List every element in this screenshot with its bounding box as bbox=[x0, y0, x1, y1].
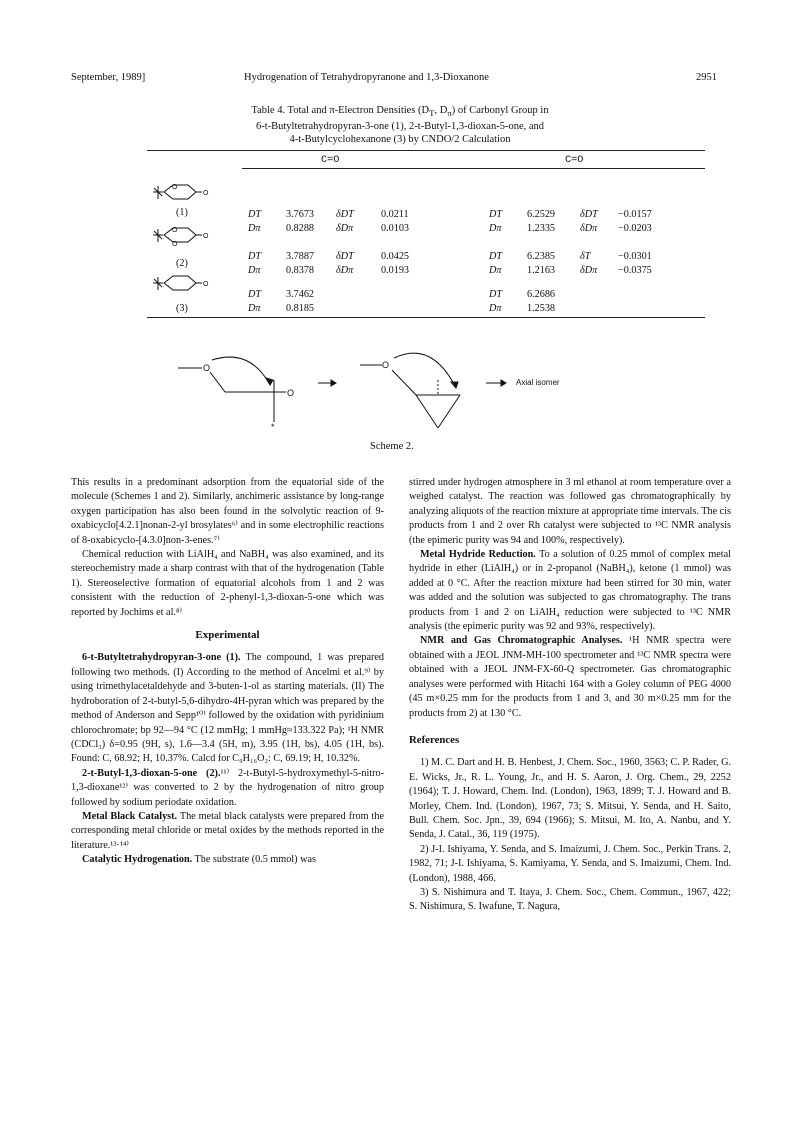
paragraph bbox=[409, 634, 731, 720]
table-cell-lab: Dπ bbox=[248, 303, 261, 314]
table-cell-dv: 0.0425 bbox=[381, 251, 410, 262]
paragraph-text: 3) S. Nishimura and T. Itaya, J. Chem. Soc., Chem. Commun., 1967, 422; S. Nishimura, S. Iwafune, T. Nagura, bbox=[409, 886, 731, 913]
paragraph-text: ¹¹⁾ 2-t-Butyl-5-hydroxymethyl-5-nitro-1,3-dioxane¹²⁾ was converted to 2 by the hydrogenation of nitro group followed by sodium periodate oxidation. bbox=[71, 767, 384, 808]
svg-text:O: O bbox=[203, 363, 211, 373]
reference-entry bbox=[409, 756, 731, 842]
paragraph bbox=[71, 767, 384, 810]
table-cell-lab2: Dπ bbox=[489, 265, 502, 276]
table-cell-dl: δDπ bbox=[336, 265, 354, 276]
table-cell-dl: δDT bbox=[336, 209, 354, 220]
paragraph-text: The metal black catalysts were prepared from the corresponding metal chloride or metal oxides by the methods reported in the literature.¹³·¹⁴⁾ bbox=[71, 810, 384, 851]
table-bottom-rule bbox=[147, 317, 705, 318]
paragraph-text: ¹H NMR spectra were obtained with a JEOL JNM-MH-100 spectrometer and ¹³C NMR spectra were obtained with a JEOL JNM-FX-60-Q spectrometer. Gas chromatographic analyses were performed with Hitachi 164 with a Goley column of PEG 4000 (45 m×0.25 mm for the products from 1 and 3, and 30 m×0.25 mm for the products from 2) at 130 °C. bbox=[409, 635, 731, 719]
paragraph-text: The substrate (0.5 mmol) was bbox=[192, 854, 316, 866]
paragraph bbox=[71, 810, 384, 853]
section-heading: Experimental bbox=[195, 629, 260, 642]
compound-label-3: (3) bbox=[176, 303, 188, 314]
paragraph-lead: 6-t-Butyltetrahydropyran-3-one (1). bbox=[82, 652, 241, 664]
paragraph-text: stirred under hydrogen atmosphere in 3 ml ethanol at room temperature over a weighed catalyst. The reaction was followed gas chromatographically by analyzing aliquots of the reaction mixture at appropriate time intervals. The cis products from 1 and 2 over Rh catalyst were subjected to ¹³C NMR analysis (the epimeric purity was 94 and 100%, respectively). bbox=[409, 477, 731, 546]
molecule-structures bbox=[150, 172, 220, 322]
table-cell-dv2: −0.0301 bbox=[618, 251, 652, 262]
table-cell-dl2: δDπ bbox=[580, 223, 598, 234]
table-cell-lab2: Dπ bbox=[489, 223, 502, 234]
table-header-rule bbox=[242, 168, 705, 169]
paragraph bbox=[71, 476, 384, 548]
table-cell-dl2: δDT bbox=[580, 209, 598, 220]
paragraph-lead: Catalytic Hydrogenation. bbox=[82, 854, 193, 866]
paragraph bbox=[409, 476, 731, 548]
table-cell-lab: Dπ bbox=[248, 265, 261, 276]
right-column bbox=[409, 476, 731, 915]
table-cell-dv: 0.0193 bbox=[381, 265, 410, 276]
paragraph-lead: Metal Black Catalyst. bbox=[82, 810, 178, 822]
svg-text:O: O bbox=[172, 184, 178, 191]
table-cell-dv: 0.0211 bbox=[381, 209, 409, 220]
table-cell-v2: 6.2385 bbox=[527, 251, 556, 262]
table-cell-v: 3.7673 bbox=[286, 209, 315, 220]
table-cell-lab: DT bbox=[248, 209, 262, 220]
table-top-rule bbox=[147, 150, 705, 151]
references-heading: References bbox=[409, 733, 460, 746]
paragraph-text: 2) J-I. Ishiyama, Y. Senda, and S. Imaizumi, J. Chem. Soc., Perkin Trans. 2, 1982, 71; J-I. Ishiyama, S. Kamiyama, Y. Senda, and S. Imaizumi, Chem. Ind. (London), 1988, 466. bbox=[409, 843, 731, 884]
paragraph bbox=[71, 651, 384, 766]
table-cell-dv2: −0.0157 bbox=[618, 209, 652, 220]
table-cell-dv2: −0.0375 bbox=[618, 265, 652, 276]
svg-text:O: O bbox=[287, 388, 295, 398]
svg-text:O: O bbox=[382, 360, 390, 370]
col-header-o: C=O bbox=[565, 155, 584, 166]
table-cell-lab2: DT bbox=[489, 251, 503, 262]
paragraph bbox=[409, 548, 731, 634]
table-cell-v: 0.8185 bbox=[286, 303, 315, 314]
reference-entry bbox=[409, 843, 731, 886]
svg-text:O: O bbox=[203, 190, 209, 197]
svg-text:*: * bbox=[271, 422, 275, 432]
table-caption: Table 4. Total and π-Electron Densities ($D_T$, $D_\pi$) of Carbonyl Group in 6-t-Butyltetrahydropyran-3-one (1), 2-t-Butyl-1,3-dioxan-5-one, and 4-t-Butylcyclohexanone (3) by CNDO/2 Calculation bbox=[251, 105, 549, 146]
reference-entry bbox=[409, 886, 731, 915]
compound-label-1: (1) bbox=[176, 207, 188, 218]
paragraph bbox=[71, 548, 384, 620]
table-cell-dl: δDπ bbox=[336, 223, 354, 234]
table-cell-lab: DT bbox=[248, 289, 262, 300]
svg-text:O: O bbox=[172, 241, 178, 248]
table-cell-lab2: DT bbox=[489, 209, 503, 220]
paragraph bbox=[71, 853, 384, 867]
paragraph-text: To a solution of 0.25 mmol of complex metal hydride in ether (LiAlH₄) or in 2-propanol (NaBH₄), ketone (1 mmol) was added at 0 °C. After the reaction mixture had been stirred for 30 min, water was added and the solution was subjected to gas chromatography. The trans products from 1 and 2 on LiAlH₄ reduction were subjected to ¹³C NMR analysis (the epimeric purity was 92 and 93%, respectively). bbox=[409, 549, 731, 633]
paragraph-lead: NMR and Gas Chromatographic Analyses. bbox=[420, 635, 623, 647]
table-cell-lab: Dπ bbox=[248, 223, 261, 234]
paragraph-lead: Metal Hydride Reduction. bbox=[420, 549, 536, 561]
running-header-date: September, 1989] bbox=[71, 72, 146, 83]
table-cell-dl: δDT bbox=[336, 251, 354, 262]
left-column bbox=[71, 476, 384, 868]
table-cell-v2: 1.2335 bbox=[527, 223, 556, 234]
table-cell-v: 3.7462 bbox=[286, 289, 315, 300]
scheme-2-diagram bbox=[170, 340, 620, 435]
running-header-title: Hydrogenation of Tetrahydropyranone and 1,3-Dioxanone bbox=[244, 72, 489, 83]
table-cell-dl2: δDπ bbox=[580, 265, 598, 276]
svg-text:O: O bbox=[172, 227, 178, 234]
paragraph-text: This results in a predominant adsorption from the equatorial side of the molecule (Schemes 1 and 2). Similarly, anchimeric assistance by long-range oxygen participation has also been found in the solvolytic reaction of 9-oxabicyclo[4.2.1]nonan-2-yl brosylates⁶⁾ and in some electrophilic reactions of 8-oxabicyclo-[4.3.0]non-3-enes.⁷⁾ bbox=[71, 477, 384, 546]
col-header-c: C=O bbox=[321, 155, 340, 166]
table-cell-dv: 0.0103 bbox=[381, 223, 410, 234]
table-cell-lab2: Dπ bbox=[489, 303, 502, 314]
table-cell-dl2: δT bbox=[580, 251, 591, 262]
page-number: 2951 bbox=[696, 72, 717, 83]
table-cell-lab2: DT bbox=[489, 289, 503, 300]
paragraph-text: Chemical reduction with LiAlH₄ and NaBH₄ was also examined, and its stereochemistry made a sharp contrast with that of the hydrogenation (Table 1). Stereoselective formation of equatorial alcohols from 1 and 2 was consistent with the reduction of 2-phenyl-1,3-dioxan-5-one which was reported by Jochims et al.⁸⁾ bbox=[71, 549, 384, 618]
compound-label-2: (2) bbox=[176, 258, 188, 269]
table-cell-v2: 1.2163 bbox=[527, 265, 556, 276]
table-cell-dv2: −0.0203 bbox=[618, 223, 652, 234]
paragraph-text: The compound, 1 was prepared following two methods. (I) According to the method of Ancelmi et al.⁹⁾ by using trimethylacetaldehyde and 3-buten-1-ol as starting materials. (II) The hydroboration of 2-t-butyl-5,6-dihydro-4H-pyran which was prepared by the method of Anderson and Sepp¹⁰⁾ followed by the oxidation with pyridinium chlorochromate; bp 92—94 °C (12 mmHg; 1 mmHg≈133.322 Pa); ¹H NMR (CDCl₃) δ=0.95 (9H, s), 1.6—3.4 (5H, m), 3.95 (1H, bs), 4.05 (1H, bs). Found: C, 68.92; H, 10.37%. Calcd for C₉H₁₆O₂: C, 69.19; H, 10.32%. bbox=[71, 652, 384, 765]
table-cell-v: 0.8378 bbox=[286, 265, 315, 276]
table-cell-v: 3.7887 bbox=[286, 251, 315, 262]
svg-text:O: O bbox=[203, 233, 209, 240]
table-cell-v2: 6.2529 bbox=[527, 209, 556, 220]
table-cell-v: 0.8288 bbox=[286, 223, 315, 234]
svg-text:O: O bbox=[203, 281, 209, 288]
scheme-caption: Scheme 2. bbox=[370, 441, 414, 452]
table-cell-v2: 6.2686 bbox=[527, 289, 556, 300]
table-cell-lab: DT bbox=[248, 251, 262, 262]
paragraph-text: 1) M. C. Dart and H. B. Henbest, J. Chem. Soc., 1960, 3563; C. P. Rader, G. E. Wicks, Jr., R. L. Young, Jr., and H. S. Aaron, J. Org. Chem., 29, 2252 (1964); T. J. Howard, Chem. Ind. (London), 1963, 1899; T. J. Howard and B. Morley, Chem. Ind. (London), 1967, 73; S. Mitsui, Y. Senda, and H. Saito, Bull. Chem. Soc. Jpn., 39, 694 (1966); S. Mitsui, M. Ito, A. Nanbu, and Y. Senda, J. Catal., 36, 119 (1975). bbox=[409, 757, 731, 841]
paragraph-lead: 2-t-Butyl-1,3-dioxan-5-one (2). bbox=[82, 767, 221, 779]
axial-isomer-label: Axial isomer bbox=[516, 378, 560, 387]
table-cell-v2: 1.2538 bbox=[527, 303, 556, 314]
